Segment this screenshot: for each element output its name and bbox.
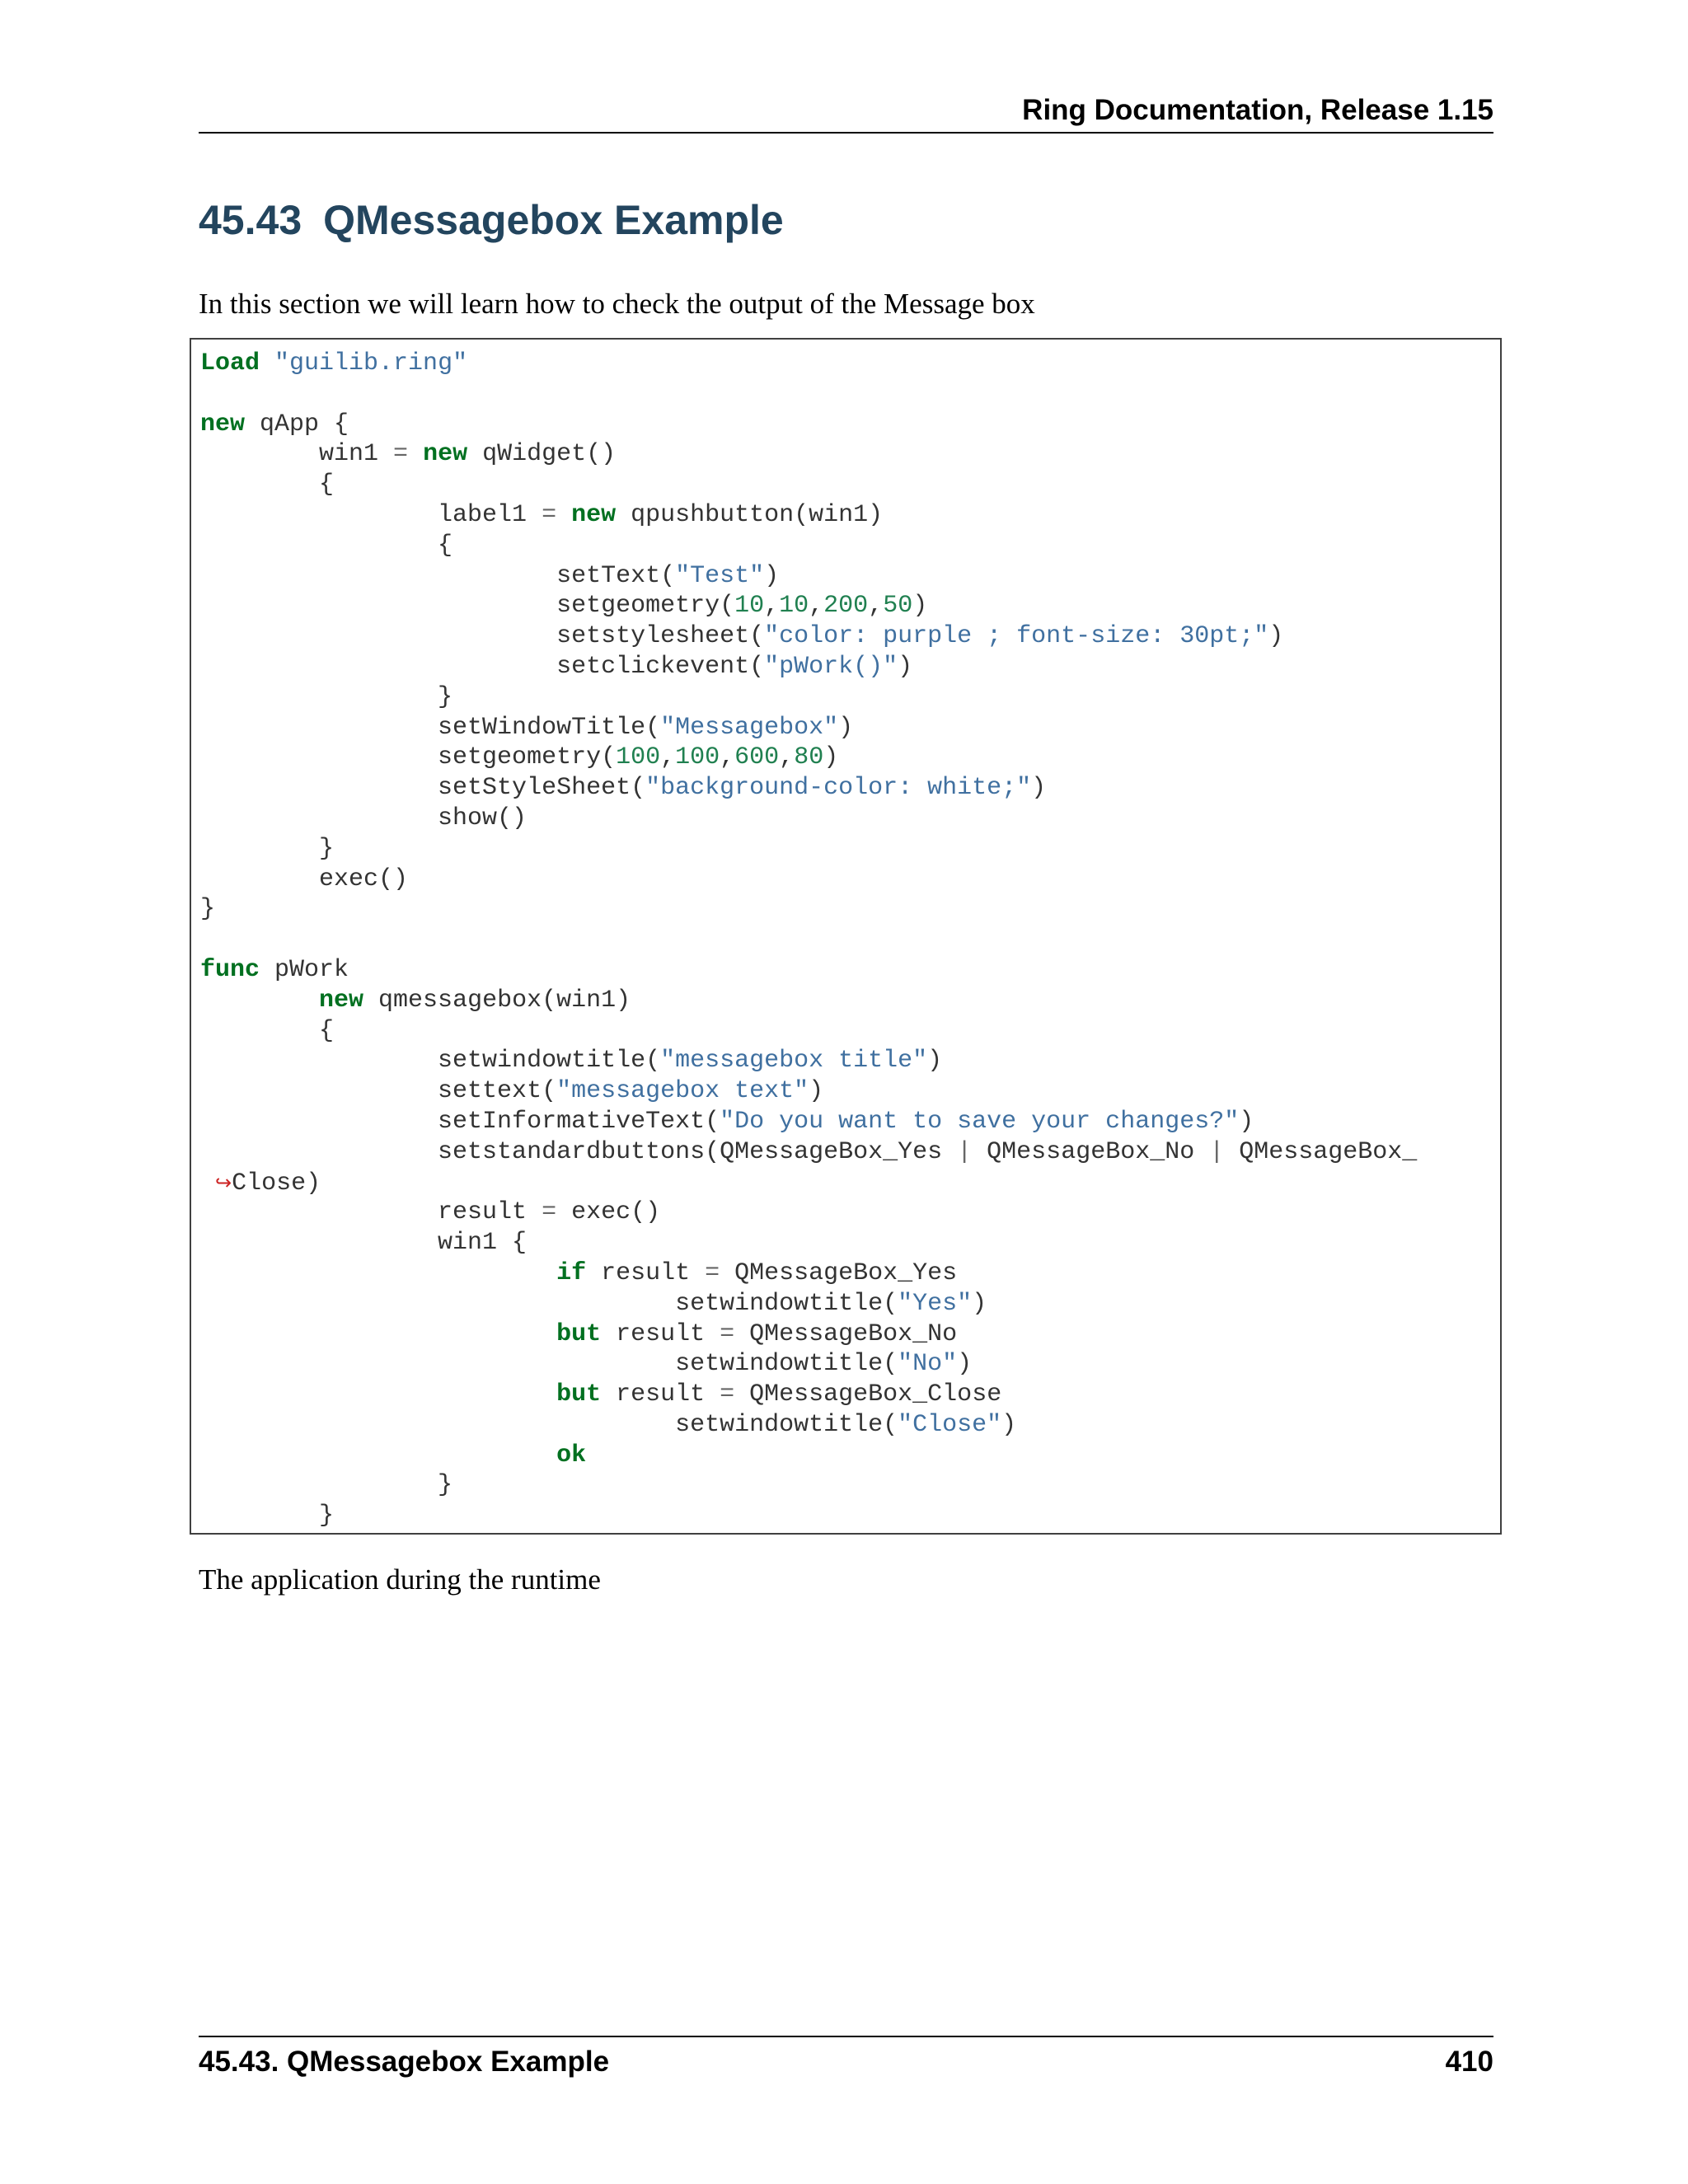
code-token: QMessageBox_Close <box>734 1380 1002 1409</box>
code-token <box>200 987 319 1015</box>
code-line <box>200 591 1417 621</box>
code-token: win1 <box>200 440 394 469</box>
code-line <box>200 834 1417 865</box>
code-keyword: ok <box>556 1441 587 1469</box>
code-line <box>200 773 1417 804</box>
code-token: ) <box>957 1350 973 1379</box>
code-listing <box>200 349 1417 1531</box>
code-token: ) <box>1031 774 1047 803</box>
code-line <box>200 1137 1417 1168</box>
code-string: "messagebox text" <box>556 1077 809 1106</box>
intro-paragraph: In this section we will learn how to check the output of the Message box <box>199 288 1035 320</box>
code-line <box>200 621 1417 652</box>
code-line <box>200 804 1417 834</box>
code-line <box>200 410 1417 440</box>
code-token: ) <box>1001 1410 1017 1439</box>
code-token: settext( <box>200 1077 557 1106</box>
code-token: ) <box>838 713 854 742</box>
code-line <box>200 1016 1417 1047</box>
code-token: setclickevent( <box>200 652 765 681</box>
code-keyword: new <box>200 410 246 438</box>
code-token: , <box>660 743 676 772</box>
code-number: 100 <box>616 743 661 772</box>
code-token <box>200 1259 556 1287</box>
code-token: QMessageBox_Yes <box>720 1258 958 1287</box>
code-line <box>200 379 1417 410</box>
code-token: setstylesheet( <box>200 622 765 651</box>
code-token: { <box>200 531 453 560</box>
code-string: "Test" <box>675 561 765 590</box>
code-token: exec() <box>556 1198 661 1227</box>
code-token: Close) <box>232 1169 321 1197</box>
code-token: setStyleSheet( <box>200 774 646 803</box>
code-token <box>200 1380 556 1408</box>
code-token: ) <box>809 1077 824 1106</box>
code-token <box>260 349 274 377</box>
code-line <box>200 713 1417 743</box>
code-line <box>200 1319 1417 1350</box>
code-keyword: new <box>423 440 468 469</box>
code-token: } <box>200 1502 335 1530</box>
code-line <box>200 743 1417 773</box>
code-line <box>200 1258 1417 1289</box>
code-number: 10 <box>779 592 809 621</box>
code-token: ) <box>823 743 839 772</box>
code-line <box>200 1380 1417 1410</box>
code-line <box>200 1197 1417 1228</box>
code-token: setwindowtitle( <box>200 1289 898 1318</box>
code-line <box>200 470 1417 500</box>
code-token: } <box>200 834 335 863</box>
code-line <box>200 955 1417 986</box>
code-line <box>200 500 1417 531</box>
code-token <box>200 1320 556 1348</box>
code-line <box>200 1441 1417 1471</box>
code-line <box>200 865 1417 895</box>
code-string: "No" <box>898 1350 958 1379</box>
code-line <box>200 1107 1417 1137</box>
code-line <box>200 925 1417 955</box>
code-token: { <box>200 1016 335 1045</box>
code-token: , <box>764 592 780 621</box>
footer-section: 45.43. QMessagebox Example <box>199 2046 610 2078</box>
code-keyword: new <box>319 986 364 1015</box>
continuation-arrow-icon: ↪ <box>215 1170 232 1194</box>
code-keyword: if <box>556 1258 587 1287</box>
code-line <box>200 1410 1417 1441</box>
code-token: exec() <box>200 865 409 893</box>
code-token: , <box>809 592 824 621</box>
code-token: setWindowTitle( <box>200 713 661 742</box>
page-header <box>199 89 1493 134</box>
code-token: , <box>720 743 735 772</box>
code-keyword: but <box>556 1380 602 1409</box>
code-token: setText( <box>200 561 676 590</box>
code-token: ) <box>972 1289 987 1318</box>
code-token: pWork <box>260 955 349 984</box>
section-title <box>199 191 784 249</box>
code-token: ) <box>912 592 928 621</box>
code-token: QMessageBox_ <box>1224 1137 1418 1166</box>
code-line <box>200 986 1417 1016</box>
code-token: { <box>200 471 335 499</box>
code-token: ) <box>764 561 780 590</box>
code-line <box>200 1289 1417 1319</box>
code-number: 100 <box>675 743 720 772</box>
code-token: , <box>868 592 884 621</box>
code-token: result <box>601 1380 720 1409</box>
code-line <box>200 1168 1417 1198</box>
code-string: "pWork()" <box>764 652 898 681</box>
code-token: QMessageBox_No <box>734 1319 958 1348</box>
code-operator: = <box>705 1258 720 1287</box>
code-line <box>200 561 1417 592</box>
page-footer <box>199 2036 1493 2087</box>
page-number: 410 <box>1445 2046 1493 2078</box>
code-token: qpushbutton(win1) <box>616 500 884 529</box>
code-line <box>200 531 1417 561</box>
code-token: setwindowtitle( <box>200 1350 898 1379</box>
code-number: 600 <box>734 743 780 772</box>
code-token: result <box>200 1198 542 1227</box>
code-line <box>200 1228 1417 1258</box>
code-line <box>200 1046 1417 1076</box>
code-keyword: but <box>556 1319 602 1348</box>
code-token: setstandardbuttons(QMessageBox_Yes <box>200 1137 958 1166</box>
code-token: } <box>200 1471 453 1500</box>
code-token <box>408 440 423 468</box>
code-token: show() <box>200 804 528 832</box>
code-token: ) <box>1268 622 1284 651</box>
code-line <box>200 1076 1417 1107</box>
code-token: setgeometry( <box>200 743 617 772</box>
code-token: ) <box>898 652 913 681</box>
code-token: , <box>779 743 795 772</box>
code-token: label1 <box>200 500 542 529</box>
code-token <box>200 1441 556 1469</box>
code-token <box>556 501 571 529</box>
code-line <box>200 1470 1417 1501</box>
code-string: "Close" <box>898 1410 1002 1439</box>
code-line <box>200 439 1417 470</box>
runtime-caption: The application during the runtime <box>199 1563 601 1596</box>
code-token: } <box>200 895 216 924</box>
code-string: "color: purple ; font-size: 30pt;" <box>764 622 1269 651</box>
code-line <box>200 1501 1417 1531</box>
code-string: "Messagebox" <box>660 713 839 742</box>
document-title: Ring Documentation, Release 1.15 <box>1022 94 1493 126</box>
code-block <box>190 338 1502 1535</box>
code-operator: = <box>393 440 409 469</box>
code-token: setwindowtitle( <box>200 1410 898 1439</box>
code-token: ) <box>1239 1107 1254 1136</box>
code-line <box>200 682 1417 713</box>
code-string: "Yes" <box>898 1289 973 1318</box>
code-operator: = <box>720 1380 735 1409</box>
code-line <box>200 894 1417 925</box>
code-operator: = <box>542 1198 557 1227</box>
code-token: win1 { <box>200 1229 528 1258</box>
code-token: qApp { <box>245 410 349 438</box>
code-token: setInformativeText( <box>200 1107 720 1136</box>
code-operator: | <box>957 1137 973 1166</box>
code-token: result <box>601 1319 720 1348</box>
code-token: QMessageBox_No <box>972 1137 1210 1166</box>
code-string: "Do you want to save your changes?" <box>720 1107 1240 1136</box>
code-string: "messagebox title" <box>660 1047 928 1076</box>
code-token <box>200 1169 215 1197</box>
code-token: setgeometry( <box>200 592 735 621</box>
code-number: 50 <box>883 592 913 621</box>
code-operator: = <box>542 500 557 529</box>
code-string: "guilib.ring" <box>274 349 468 377</box>
code-token: qWidget() <box>467 440 617 469</box>
code-keyword: Load <box>200 349 260 377</box>
code-token: setwindowtitle( <box>200 1047 661 1076</box>
code-token: ) <box>927 1047 943 1076</box>
code-token: result <box>586 1258 706 1287</box>
code-line <box>200 652 1417 682</box>
code-keyword: func <box>200 955 260 984</box>
section-number: 45.43 <box>199 197 302 243</box>
code-operator: = <box>720 1319 735 1348</box>
code-line <box>200 1349 1417 1380</box>
code-number: 80 <box>794 743 824 772</box>
code-number: 10 <box>734 592 765 621</box>
code-token: qmessagebox(win1) <box>363 986 631 1015</box>
code-number: 200 <box>823 592 869 621</box>
section-title-text: QMessagebox Example <box>323 197 784 243</box>
code-keyword: new <box>571 500 617 529</box>
code-token: } <box>200 682 453 711</box>
code-string: "background-color: white;" <box>645 774 1032 803</box>
code-operator: | <box>1209 1137 1225 1166</box>
code-line <box>200 349 1417 379</box>
